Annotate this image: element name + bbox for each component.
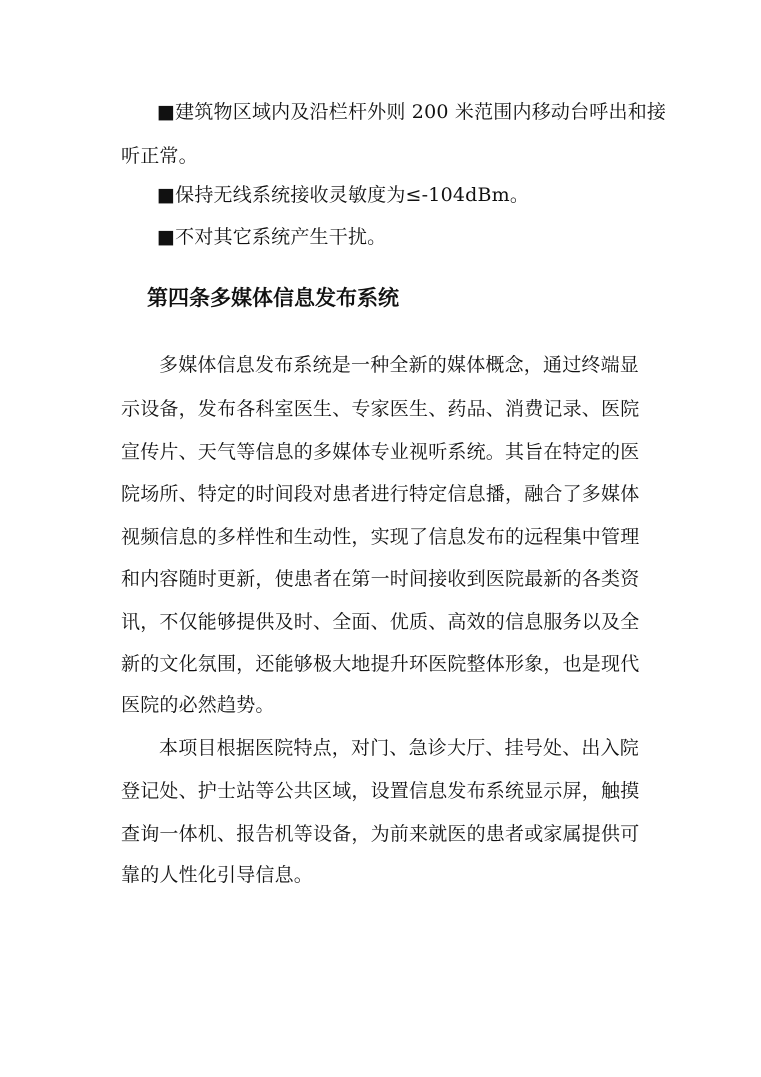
para1-line: 新的文化氛围，还能够极大地提升环医院整体形象，也是现代	[121, 653, 640, 675]
para1-line: 和内容随时更新，使患者在第一时间接收到医院最新的各类资	[121, 568, 640, 590]
para1-line: 多媒体信息发布系统是一种全新的媒体概念，通过终端显	[159, 354, 640, 376]
para2-line: 登记处、护士站等公共区域，设置信息发布系统显示屏，触摸	[121, 780, 640, 802]
bullet-sensitivity: ■保持无线系统接收灵敏度为≤-104dBm。	[157, 184, 530, 206]
para1-line: 示设备，发布各科室医生、专家医生、药品、消费记录、医院	[121, 398, 640, 420]
section-heading: 第四条多媒体信息发布系统	[147, 286, 399, 310]
para2-line: 查询一体机、报告机等设备，为前来就医的患者或家属提供可	[121, 823, 640, 845]
para1-line: 医院的必然趋势。	[121, 694, 275, 716]
para1-line: 院场所、特定的时间段对患者进行特定信息播，融合了多媒体	[121, 483, 640, 505]
para2-line: 本项目根据医院特点，对门、急诊大厅、挂号处、出入院	[159, 737, 640, 759]
para1-line: 视频信息的多样性和生动性，实现了信息发布的远程集中管理	[121, 526, 640, 548]
para2-line: 靠的人性化引导信息。	[121, 864, 314, 886]
bullet-coverage-line1: ■建筑物区域内及沿栏杆外则 200 米范围内移动台呼出和接	[157, 101, 667, 123]
bullet-coverage-line2: 听正常。	[121, 145, 198, 167]
para1-line: 讯，不仅能够提供及时、全面、优质、高效的信息服务以及全	[121, 611, 640, 633]
bullet-no-interference: ■不对其它系统产生干扰。	[157, 226, 387, 248]
para1-line: 宣传片、天气等信息的多媒体专业视听系统。其旨在特定的医	[121, 441, 640, 463]
